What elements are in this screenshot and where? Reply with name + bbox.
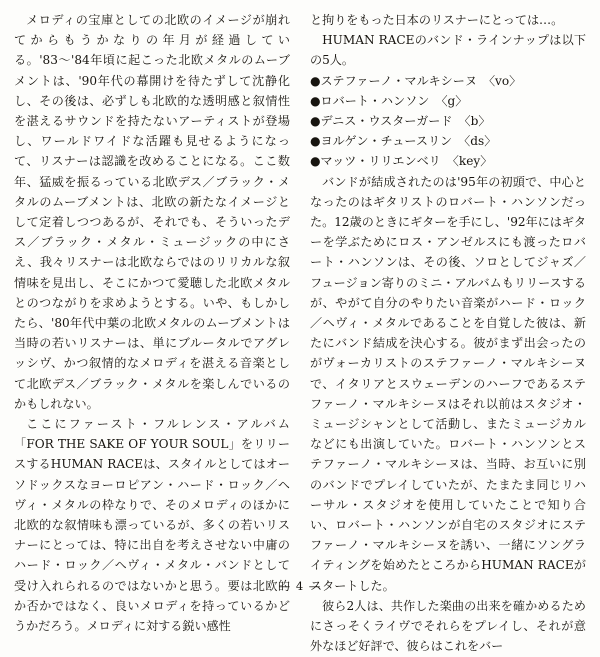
lineup-heading: HUMAN RACEのバンド・ラインナップは以下の5人。 bbox=[310, 33, 586, 68]
text-columns bbox=[14, 10, 586, 654]
lineup-item: ●マッツ・リリエンベリ 〈key〉 bbox=[310, 154, 493, 169]
lineup-item: ●ステファーノ・マルキシーヌ 〈vo〉 bbox=[310, 73, 522, 88]
lineup-item: ●ヨルゲン・チュースリン 〈ds〉 bbox=[310, 134, 497, 149]
lineup-item: ●ロバート・ハンソン 〈g〉 bbox=[310, 93, 468, 108]
right-column bbox=[310, 10, 586, 654]
paragraph: ここにファースト・フルレンス・アルバム「FOR THE SAKE OF YOUR SOUL」をリリースするHUMAN RACEは、スタイルとしてはオーソドックスなヨーロピアン・ハード・ロック／ヘヴィ・メタルの枠なりで、そのメロディのほかに北欧的な叙情味も漂っているが、多くの若いリスナーにとっては、特に出自を考えさせない中庸のハード・ロック／ヘヴィ・メタル・バンドとして受け入れられるのではないかと思う。要は北欧的か否かではなく、良いメロディを持っているかどうかだろう。メロディに対する鋭い感性 bbox=[14, 417, 290, 634]
paragraph: メロディの宝庫としての北欧のイメージが崩れてからもうかなりの年月が経過している。'83〜'84年頃に起こった北欧メタルのムーブメントは、'90年代の幕開けを待たずして沈静化し、その後は、必ずしも北欧的な透明感と叙情性を湛えるサウンドを持たないアーティストが登場し、ワールドワイドな活躍も見せるようになって、リスナーは認識を改めることになる。ここ数年、猛威を振るっている北欧デス／ブラック・メタルのムーブメントは、北欧の新たなイメージとして定着しつつあるが、それでも、そういったデス／ブラック・メタル・ミュージックの中にさえ、我々リスナーは北欧ならではのリリカルな叙情味を見出し、そこにかつて愛聴した北欧メタルとのつながりを求めようとする。いや、もしかしたら、'80年代中葉の北欧メタルのムーブメントは当時の若いリスナーは、単にブルータルでアグレッシヴ、かつ叙情的なメロディを湛える音楽として北欧デス／ブラック・メタルを楽しんでいるのかもしれない。 bbox=[14, 13, 290, 411]
paragraph-continuation: と拘りをもった日本のリスナーにとっては…。 bbox=[310, 13, 564, 27]
lineup-item: ●デニス・ウスターガード 〈b〉 bbox=[310, 114, 491, 129]
paragraph: バンドが結成されたのは'95年の初頭で、中心となったのはギタリストのロバート・ハンソンだった。12歳のときにギターを手にし、'92年にはギターを学ぶためにロス・アンゼルスにも渡ったロバート・ハンソンは、その後、ソロとしてジャズ／フュージョン寄りのミニ・アルバムもリリースするが、やがて自分のやりたい音楽がハード・ロック／ヘヴィ・メタルであることを自覚した彼は、新たにバンド結成を決心する。彼がまず出会ったのがヴォーカリストのステファーノ・マルキシーヌで、イタリアとスウェーデンのハーフであるステファーノ・マルキシーヌはそれ以前はスタジオ・ミュージシャンとして活動し、またミュージカルなどにも出演していた。ロバート・ハンソンとステファーノ・マルキシーヌは、当時、お互いに別のバンドでプレイしていたが、たまたま同じリハーサル・スタジオを使用していたことで知り合い、ロバート・ハンソンが自宅のスタジオにステファーノ・マルキシーヌを誘い、一緒にソングライティングを始めたところからHUMAN RACEがスタートした。 bbox=[310, 174, 586, 593]
paragraph: 彼ら2人は、共作した楽曲の出来を確かめるためにさっそくライヴでそれらをプレイし、それが意外なほど好評で、彼らはこれをバー bbox=[310, 598, 586, 654]
left-column bbox=[14, 10, 290, 634]
page-number: — 4 — bbox=[278, 579, 322, 593]
